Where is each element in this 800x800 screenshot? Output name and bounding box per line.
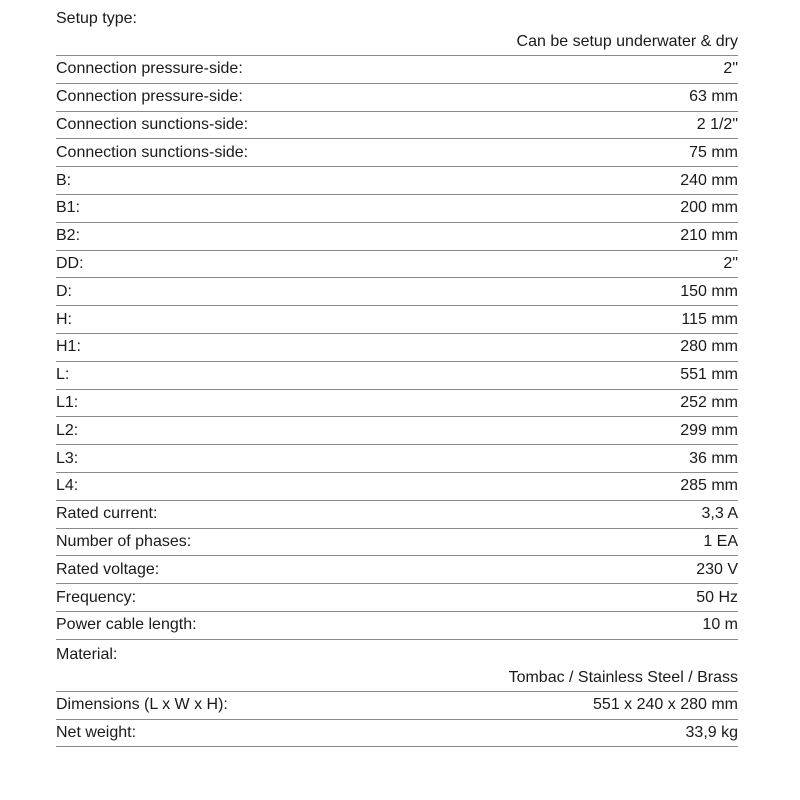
spec-row — [56, 139, 738, 167]
spec-label: Power cable length: — [56, 616, 197, 634]
spec-label: Connection pressure-side: — [56, 88, 243, 106]
spec-label: H1: — [56, 338, 81, 356]
spec-value: 285 mm — [680, 477, 738, 495]
spec-label: Connection sunctions-side: — [56, 115, 249, 133]
spec-value: 2" — [723, 254, 738, 272]
spec-value: 230 V — [696, 560, 738, 578]
spec-label: Rated voltage: — [56, 560, 160, 578]
spec-value: 551 mm — [680, 366, 738, 384]
spec-value: 33,9 kg — [685, 723, 738, 741]
spec-row — [56, 223, 738, 251]
spec-label: DD: — [56, 254, 84, 272]
spec-label: B2: — [56, 227, 81, 245]
spec-value: 150 mm — [680, 282, 738, 300]
spec-label: Net weight: — [56, 723, 137, 741]
spec-value: 200 mm — [680, 199, 738, 217]
spec-label: Setup type: — [56, 10, 137, 27]
spec-label: Connection sunctions-side: — [56, 143, 249, 161]
spec-value: Tombac / Stainless Steel / Brass — [508, 668, 738, 686]
spec-value: 50 Hz — [696, 588, 738, 606]
spec-row — [56, 195, 738, 223]
spec-row — [56, 445, 738, 473]
spec-value: 280 mm — [680, 338, 738, 356]
spec-label: B: — [56, 171, 72, 189]
spec-row — [56, 612, 738, 640]
spec-label: L2: — [56, 421, 79, 439]
spec-value: 36 mm — [689, 449, 738, 467]
spec-value: 115 mm — [681, 310, 738, 328]
spec-row — [56, 473, 738, 501]
spec-label: Connection pressure-side: — [56, 60, 243, 78]
spec-label: H: — [56, 310, 72, 328]
spec-label: Material: — [56, 645, 118, 663]
spec-value: 3,3 A — [701, 505, 738, 523]
spec-row — [56, 4, 738, 56]
spec-row — [56, 278, 738, 306]
spec-row — [56, 306, 738, 334]
spec-label: Number of phases: — [56, 532, 192, 550]
spec-label: D: — [56, 282, 72, 300]
spec-table — [56, 4, 738, 747]
spec-value: Can be setup underwater & dry — [516, 33, 738, 50]
spec-value: 2 1/2" — [696, 115, 738, 133]
spec-value: 299 mm — [680, 421, 738, 439]
spec-row — [56, 167, 738, 195]
spec-label: L3: — [56, 449, 79, 467]
spec-row — [56, 529, 738, 557]
spec-value: 2" — [723, 60, 738, 78]
spec-value: 63 mm — [689, 88, 738, 106]
spec-row — [56, 334, 738, 362]
spec-value: 10 m — [702, 616, 738, 634]
spec-value: 252 mm — [680, 393, 738, 411]
spec-row — [56, 584, 738, 612]
spec-row — [56, 251, 738, 279]
spec-row — [56, 417, 738, 445]
spec-row — [56, 84, 738, 112]
spec-value: 1 EA — [703, 532, 738, 550]
spec-label: L1: — [56, 393, 79, 411]
spec-label: L: — [56, 366, 70, 384]
spec-row — [56, 112, 738, 140]
spec-row — [56, 556, 738, 584]
spec-value: 551 x 240 x 280 mm — [593, 696, 738, 714]
spec-label: Frequency: — [56, 588, 137, 606]
spec-value: 210 mm — [680, 227, 738, 245]
spec-label: Dimensions (L x W x H): — [56, 696, 228, 714]
spec-row — [56, 390, 738, 418]
spec-row — [56, 56, 738, 84]
spec-row — [56, 720, 738, 748]
spec-label: L4: — [56, 477, 79, 495]
spec-value: 240 mm — [680, 171, 738, 189]
spec-row — [56, 640, 738, 692]
spec-value: 75 mm — [689, 143, 738, 161]
spec-row — [56, 501, 738, 529]
spec-row — [56, 362, 738, 390]
spec-label: Rated current: — [56, 505, 158, 523]
spec-row — [56, 692, 738, 720]
spec-label: B1: — [56, 199, 81, 217]
